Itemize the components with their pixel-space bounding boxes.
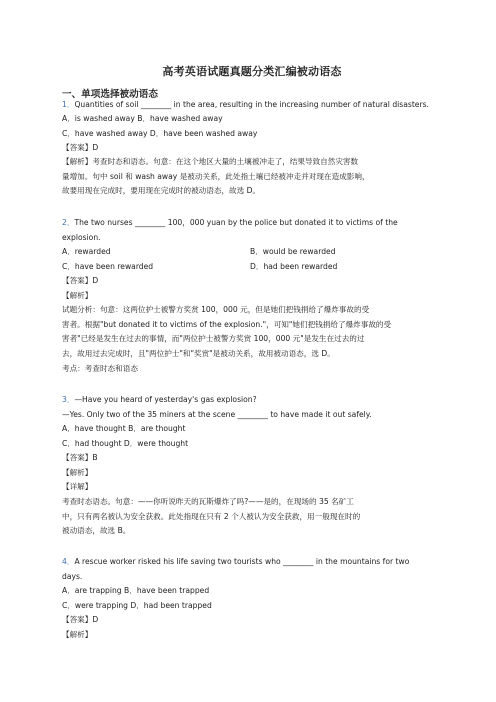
- question-1-answer: 【答案】D: [62, 143, 99, 152]
- page-title: 高考英语试题真题分类汇编被动语态: [162, 65, 342, 78]
- question-4-label: 【解析】: [62, 630, 93, 639]
- question-3-options-ab: A．have thought B．are thought: [62, 424, 186, 433]
- question-1-options-ab: A．is washed away B．have washed away: [62, 114, 223, 123]
- question-1-stem: 1．Quantities of soil ________ in the area, resulting in the increasing number of natural disasters.: [62, 100, 429, 109]
- question-2-point: 考点：考查时态和语态: [62, 364, 138, 373]
- question-1-options-cd: C．have washed away D．have been washed away: [62, 129, 258, 138]
- question-1-analysis-line: 【解析】考查时态和语态。句意：在这个地区大量的土壤被冲走了，结果导致自然灾害数: [62, 157, 359, 166]
- question-3-stem-cont: —Yes. Only two of the 35 miners at the scene ________ to have made it out safely.: [62, 410, 372, 419]
- section-heading: 一、单项选择被动语态: [62, 89, 158, 100]
- question-3-options-cd: C．had thought D．were thought: [62, 439, 189, 448]
- question-2-label: 【解析】: [62, 291, 93, 300]
- question-2-analysis-line: 试题分析：句意：这两位护士被警方奖赏 100，000 元，但是她们把钱捐给了爆炸事故的受: [62, 305, 370, 314]
- question-2-stem-cont: explosion.: [62, 233, 101, 242]
- question-2-stem: 2．The two nurses ________ 100，000 yuan by the police but donated it to victims of the: [62, 218, 398, 227]
- question-3-label: 【解析】: [62, 468, 93, 477]
- question-3-analysis-line: 被动语态，故选 B。: [62, 526, 131, 535]
- question-2-option-d: D．had been rewarded: [250, 262, 338, 271]
- question-4-answer: 【答案】D: [62, 615, 99, 624]
- question-2-analysis-line: 害者"已经是发生在过去的事情，而"两位护士被警方奖赏 100，000 元"是发生在过去的过: [62, 334, 365, 343]
- question-3-answer: 【答案】B: [62, 453, 98, 462]
- question-3-analysis-line: 考查时态语态。句意：——你听说昨天的瓦斯爆炸了吗?——是的，在现场的 35 名矿工: [62, 497, 354, 506]
- question-4-options-cd: C．were trapping D．had been trapped: [62, 601, 212, 610]
- question-2-option-c: C．have been rewarded: [62, 262, 154, 271]
- question-3-detail: 【详解】: [62, 482, 93, 491]
- question-3-stem: 3．—Have you heard of yesterday's gas explosion?: [62, 395, 257, 404]
- question-4-stem-cont: days.: [62, 572, 83, 581]
- question-4-stem: 4．A rescue worker risked his life saving two tourists who ________ in the mountains for two: [62, 557, 410, 566]
- question-1-analysis-line: 量增加。句中 soil 和 wash away 是被动关系，此处指土壤已经被冲走并对现在造成影响，: [62, 172, 370, 181]
- question-number: 2．: [62, 218, 75, 227]
- question-2-analysis-line: 害者。根据"but donated it to victims of the explosion."，可知"她们把钱捐给了爆炸事故的受: [62, 320, 392, 329]
- question-4-options-ab: A．are trapping B．have been trapped: [62, 586, 210, 595]
- question-number: 4．: [62, 557, 75, 566]
- question-number: 3．: [62, 395, 75, 404]
- question-1-analysis-line: 故要用现在完成时，要用现在完成时的被动语态，故选 D。: [62, 186, 261, 195]
- question-2-option-a: A．rewarded: [62, 247, 111, 256]
- question-2-answer: 【答案】D: [62, 276, 99, 285]
- question-3-analysis-line: 中，只有两名被认为安全获救。此处指现在只有 2 个人被认为安全获救，用一般现在时的: [62, 512, 361, 521]
- question-2-option-b: B．would be rewarded: [250, 247, 336, 256]
- question-number: 1．: [62, 100, 75, 109]
- question-2-analysis-line: 去，故用过去完成时，且"两位护士"和"奖赏"是被动关系，故用被动语态，选 D。: [62, 349, 335, 358]
